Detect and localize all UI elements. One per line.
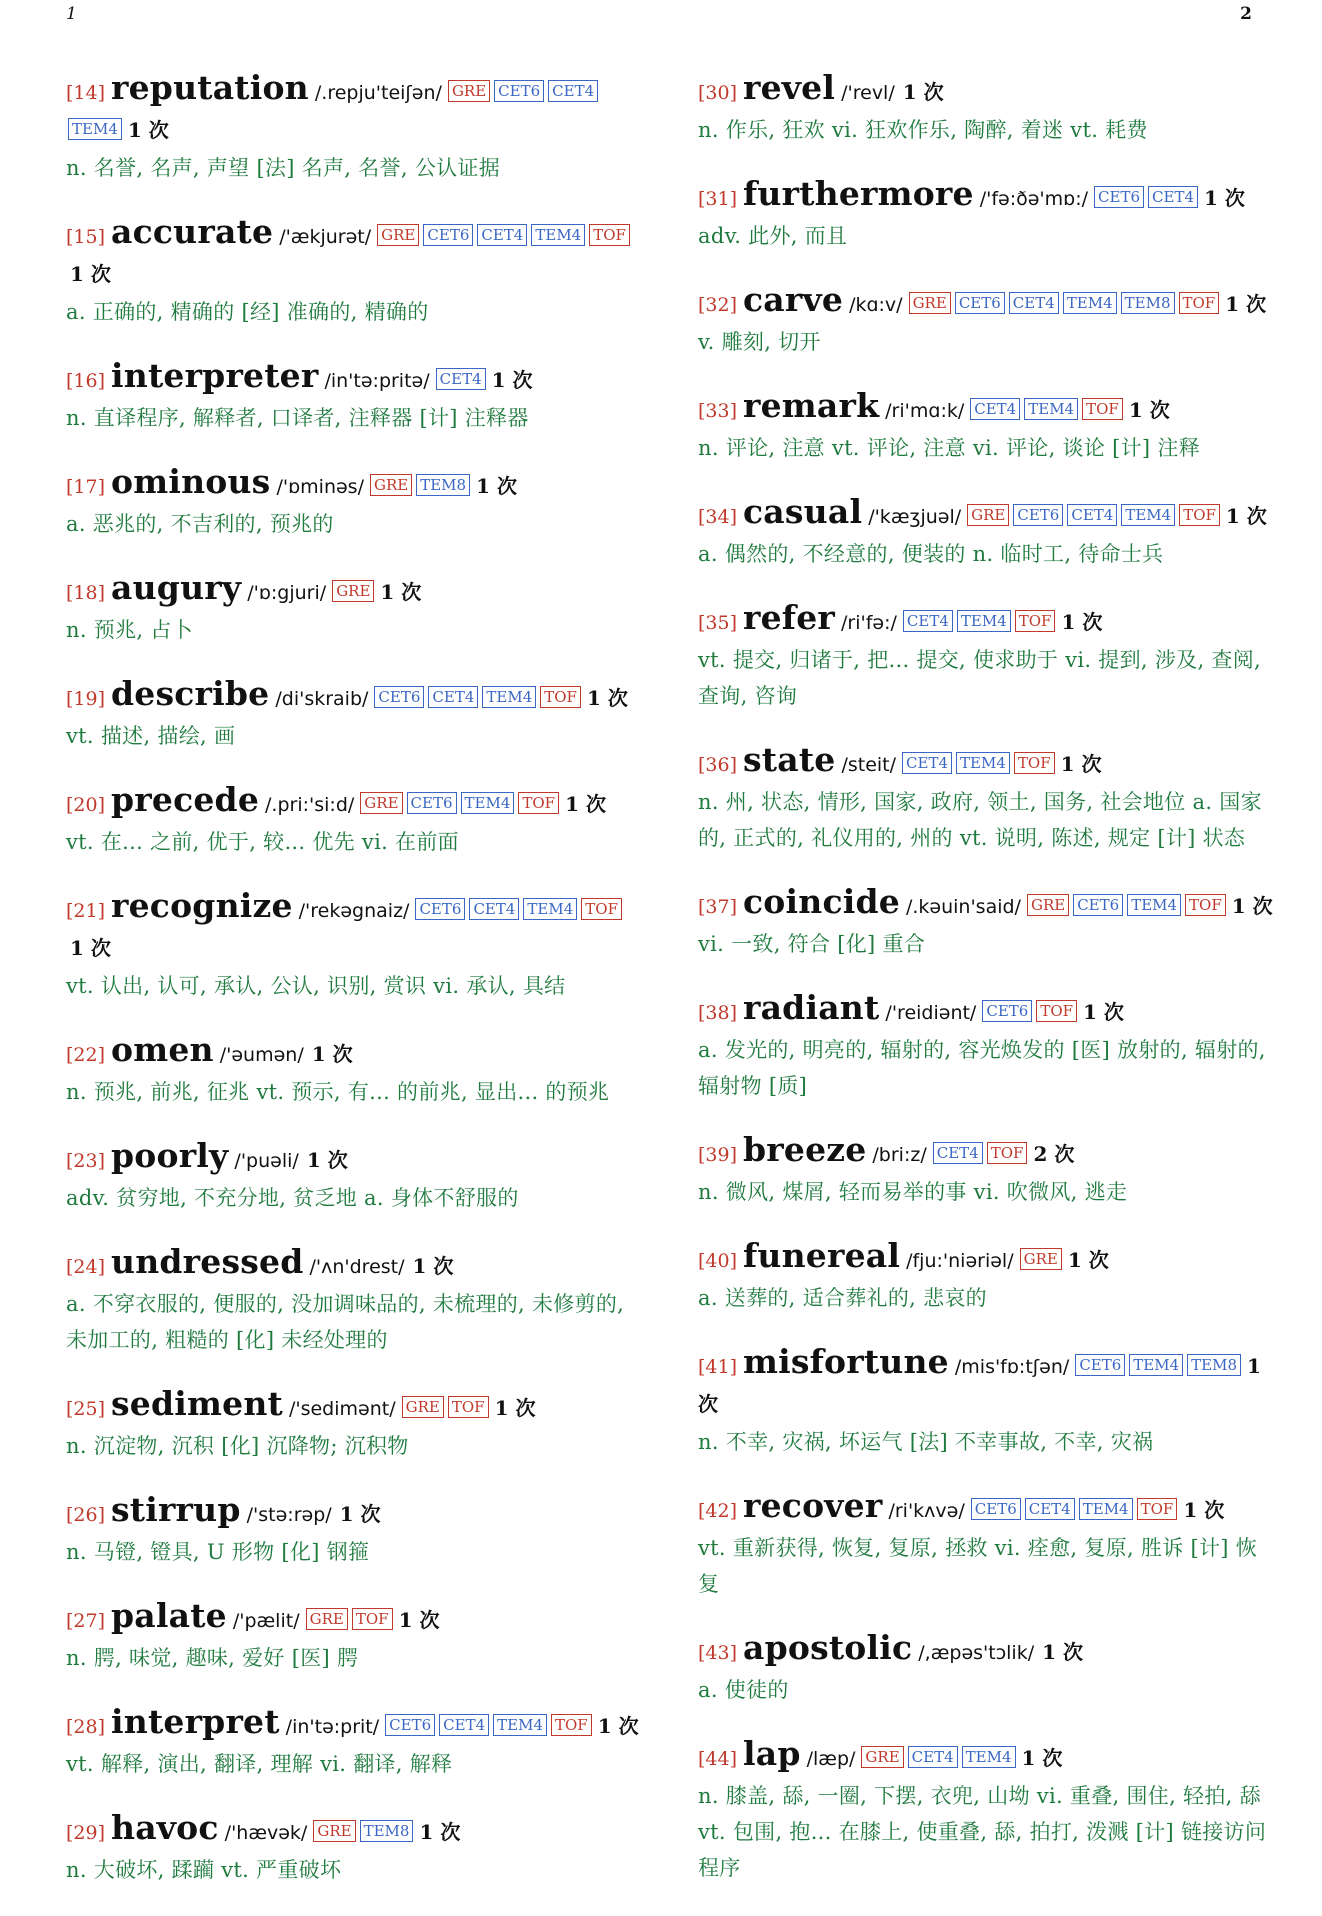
entry-index: [17]: [66, 476, 106, 498]
frequency-count: 1 次: [1083, 1000, 1124, 1024]
vocab-entry: [698, 176, 1273, 254]
vocab-entry: [66, 676, 641, 754]
exam-tag-badge: TOF: [1014, 752, 1055, 774]
frequency-count: 1 次: [311, 1042, 353, 1066]
definition: v. 雕刻, 切开: [698, 330, 821, 354]
vocab-entry: [66, 1598, 641, 1676]
pronunciation: /in'tə:pritə/: [324, 370, 430, 392]
definition: n. 名誉, 名声, 声望 [法] 名声, 名誉, 公认证据: [66, 156, 501, 180]
definition: n. 评论, 注意 vt. 评论, 注意 vi. 评论, 谈论 [计] 注释: [698, 436, 1200, 460]
entry-index: [15]: [66, 226, 106, 248]
exam-tag-badge: GRE: [1027, 894, 1069, 916]
entry-index: [16]: [66, 370, 106, 392]
frequency-count: 1 次: [70, 936, 111, 960]
exam-tag-badge: CET6: [494, 80, 544, 102]
definition: a. 发光的, 明亮的, 辐射的, 容光焕发的 [医] 放射的, 辐射的, 辐射物 [质]: [698, 1038, 1266, 1098]
frequency-count: 1 次: [1225, 292, 1267, 316]
entry-heading: [698, 494, 1273, 536]
page-number-right: 2: [1240, 4, 1252, 24]
exam-tag-badge: TEM8: [1187, 1354, 1241, 1376]
entry-heading: [66, 676, 641, 718]
vocab-entry: [698, 990, 1273, 1104]
entry-index: [26]: [66, 1504, 106, 1526]
exam-tag-badge: GRE: [332, 580, 374, 602]
exam-tag-badge: CET4: [1009, 292, 1059, 314]
frequency-count: 1 次: [1042, 1640, 1083, 1664]
pronunciation: /.kəuin'said/: [905, 896, 1021, 918]
exam-tag-badge: CET4: [903, 610, 953, 632]
definition: a. 恶兆的, 不吉利的, 预兆的: [66, 512, 334, 536]
exam-tag-badge: TEM4: [1024, 398, 1078, 420]
entry-heading: [66, 1704, 641, 1746]
pronunciation: /bri:z/: [872, 1144, 927, 1166]
exam-tag-badge: GRE: [370, 474, 412, 496]
exam-tag-badge: TOF: [1179, 504, 1220, 526]
entry-heading: [698, 990, 1273, 1032]
headword: augury: [111, 568, 242, 607]
entry-index: [36]: [698, 754, 738, 776]
headword: precede: [111, 780, 260, 819]
entry-heading: [698, 600, 1273, 642]
vocab-entry: [66, 214, 641, 330]
entry-index: [19]: [66, 688, 106, 710]
entry-index: [28]: [66, 1716, 106, 1738]
entry-heading: [66, 1810, 641, 1852]
frequency-count: 1 次: [398, 1608, 440, 1632]
exam-tag-badge: TOF: [540, 686, 581, 708]
frequency-count: 1 次: [1128, 398, 1170, 422]
frequency-count: 1 次: [902, 80, 944, 104]
exam-tag-badge: TOF: [518, 792, 559, 814]
frequency-count: 1 次: [1204, 186, 1245, 210]
headword: casual: [743, 492, 863, 531]
exam-tag-badge: CET6: [1013, 504, 1063, 526]
frequency-count: 1 次: [306, 1148, 348, 1172]
pronunciation: /steit/: [841, 754, 897, 776]
entry-index: [40]: [698, 1250, 738, 1272]
pronunciation: /'puəli/: [234, 1150, 299, 1172]
pronunciation: /'rekəgnaiz/: [298, 900, 410, 922]
exam-tag-badge: TOF: [1137, 1498, 1178, 1520]
exam-tag-badge: TEM4: [1121, 504, 1175, 526]
entry-index: [39]: [698, 1144, 738, 1166]
entry-index: [32]: [698, 294, 738, 316]
entry-index: [33]: [698, 400, 738, 422]
exam-tag-badge: TEM4: [461, 792, 515, 814]
vocab-entry: [66, 1386, 641, 1464]
exam-tag-badge: GRE: [377, 224, 419, 246]
vocab-entry: [698, 1132, 1273, 1210]
exam-tag-badge: TEM4: [68, 118, 122, 140]
headword: lap: [743, 1734, 801, 1773]
frequency-count: 1 次: [127, 118, 169, 142]
definition: n. 沉淀物, 沉积 [化] 沉降物; 沉积物: [66, 1434, 409, 1458]
vocab-entry: [698, 70, 1273, 148]
vocab-entry: [66, 888, 641, 1004]
pronunciation: /di'skraib/: [275, 688, 369, 710]
vocab-entry: [66, 464, 641, 542]
page-number-left: 1: [66, 4, 77, 24]
definition: a. 偶然的, 不经意的, 便装的 n. 临时工, 待命士兵: [698, 542, 1164, 566]
definition: vt. 重新获得, 恢复, 复原, 拯救 vi. 痊愈, 复原, 胜诉 [计] 恢复: [698, 1536, 1258, 1596]
headword: undressed: [111, 1242, 304, 1281]
exam-tag-badge: CET4: [436, 368, 486, 390]
exam-tag-badge: TEM4: [956, 752, 1010, 774]
exam-tag-badge: TEM8: [1121, 292, 1175, 314]
frequency-count: 1 次: [70, 262, 111, 286]
entry-index: [31]: [698, 188, 738, 210]
exam-tag-badge: GRE: [402, 1396, 444, 1418]
frequency-count: 1 次: [419, 1820, 461, 1844]
vocab-entry: [66, 1244, 641, 1358]
entry-heading: [66, 464, 641, 506]
entry-heading: [66, 1032, 641, 1074]
pronunciation: /.repju'teiʃən/: [314, 82, 442, 104]
headword: stirrup: [111, 1490, 241, 1529]
definition: n. 不幸, 灾祸, 坏运气 [法] 不幸事故, 不幸, 灾祸: [698, 1430, 1154, 1454]
exam-tag-badge: TEM4: [1063, 292, 1117, 314]
definition: a. 正确的, 精确的 [经] 准确的, 精确的: [66, 300, 429, 324]
headword: describe: [111, 674, 270, 713]
entry-index: [38]: [698, 1002, 738, 1024]
exam-tag-badge: CET6: [1075, 1354, 1125, 1376]
exam-tag-badge: CET6: [955, 292, 1005, 314]
pronunciation: /ri'mɑ:k/: [885, 400, 965, 422]
frequency-count: 1 次: [1061, 610, 1103, 634]
exam-tag-badge: TEM4: [1079, 1498, 1133, 1520]
entry-heading: [66, 358, 641, 400]
definition: n. 州, 状态, 情形, 国家, 政府, 领土, 国务, 社会地位 a. 国家的, 正式的, 礼仪用的, 州的 vt. 说明, 陈述, 规定 [计] 状态: [698, 790, 1262, 850]
exam-tag-badge: TOF: [1036, 1000, 1077, 1022]
pronunciation: /'reidiənt/: [885, 1002, 977, 1024]
entry-index: [23]: [66, 1150, 106, 1172]
definition: vi. 一致, 符合 [化] 重合: [698, 932, 926, 956]
headword: interpret: [111, 1702, 280, 1741]
exam-tag-badge: GRE: [861, 1746, 903, 1768]
frequency-count: 1 次: [1067, 1248, 1109, 1272]
headword: apostolic: [743, 1628, 913, 1667]
headword: funereal: [743, 1236, 901, 1275]
exam-tag-badge: TOF: [551, 1714, 592, 1736]
entry-heading: [698, 176, 1273, 218]
pronunciation: /'revl/: [841, 82, 895, 104]
entry-heading: [66, 1492, 641, 1534]
exam-tag-badge: TEM8: [360, 1820, 414, 1842]
entry-index: [37]: [698, 896, 738, 918]
entry-index: [18]: [66, 582, 106, 604]
definition: n. 微风, 煤屑, 轻而易举的事 vi. 吹微风, 逃走: [698, 1180, 1128, 1204]
headword: refer: [743, 598, 835, 637]
definition: vt. 解释, 演出, 翻译, 理解 vi. 翻译, 解释: [66, 1752, 453, 1776]
vocab-entry: [698, 494, 1273, 572]
exam-tag-badge: TEM4: [523, 898, 577, 920]
frequency-count: 1 次: [586, 686, 628, 710]
entry-heading: [66, 70, 641, 150]
exam-tag-badge: TOF: [352, 1608, 393, 1630]
entry-index: [24]: [66, 1256, 106, 1278]
pronunciation: /'ʌn'drest/: [309, 1256, 405, 1278]
headword: recover: [743, 1486, 883, 1525]
headword: interpreter: [111, 356, 319, 395]
pronunciation: /'fə:ðə'mɒ:/: [979, 188, 1089, 210]
exam-tag-badge: TOF: [589, 224, 630, 246]
definition: n. 预兆, 占卜: [66, 618, 193, 642]
vocab-entry: [698, 742, 1273, 856]
entry-heading: [66, 782, 641, 824]
entry-index: [20]: [66, 794, 106, 816]
exam-tag-badge: TOF: [1015, 610, 1056, 632]
headword: remark: [743, 386, 880, 425]
entry-index: [42]: [698, 1500, 738, 1522]
frequency-count: 1 次: [491, 368, 533, 392]
headword: sediment: [111, 1384, 283, 1423]
vocab-entry: [698, 1736, 1273, 1886]
exam-tag-badge: GRE: [313, 1820, 355, 1842]
exam-tag-badge: GRE: [1020, 1248, 1062, 1270]
frequency-count: 1 次: [339, 1502, 381, 1526]
definition: n. 膝盖, 舔, 一圈, 下摆, 衣兜, 山坳 vi. 重叠, 围住, 轻拍, 舔 vt. 包围, 抱... 在膝上, 使重叠, 舔, 拍打, 泼溅 [计] 链接访问程序: [698, 1784, 1267, 1880]
definition: vt. 在... 之前, 优于, 较... 优先 vi. 在前面: [66, 830, 459, 854]
definition: vt. 描述, 描绘, 画: [66, 724, 236, 748]
exam-tag-badge: CET4: [970, 398, 1020, 420]
exam-tag-badge: CET4: [1025, 1498, 1075, 1520]
entry-index: [22]: [66, 1044, 106, 1066]
pronunciation: /'stə:rəp/: [246, 1504, 332, 1526]
exam-tag-badge: CET4: [1067, 504, 1117, 526]
exam-tag-badge: TEM8: [416, 474, 470, 496]
exam-tag-badge: GRE: [909, 292, 951, 314]
headword: carve: [743, 280, 844, 319]
frequency-count: 1 次: [597, 1714, 639, 1738]
exam-tag-badge: GRE: [967, 504, 1009, 526]
headword: havoc: [111, 1808, 219, 1847]
exam-tag-badge: TOF: [987, 1142, 1028, 1164]
exam-tag-badge: CET6: [415, 898, 465, 920]
frequency-count: 1 次: [1021, 1746, 1063, 1770]
entry-heading: [698, 70, 1273, 112]
frequency-count: 1 次: [1225, 504, 1267, 528]
vocab-entry: [66, 1492, 641, 1570]
vocab-entry: [66, 1138, 641, 1216]
entry-heading: [698, 884, 1273, 926]
entry-index: [14]: [66, 82, 106, 104]
definition: n. 马镫, 镫具, U 形物 [化] 钢箍: [66, 1540, 370, 1564]
definition: n. 预兆, 前兆, 征兆 vt. 预示, 有... 的前兆, 显出... 的预兆: [66, 1080, 610, 1104]
entry-heading: [698, 1238, 1273, 1280]
headword: recognize: [111, 886, 293, 925]
vocab-entry: [698, 1344, 1273, 1460]
pronunciation: /'ɒminəs/: [276, 476, 364, 498]
exam-tag-badge: CET6: [374, 686, 424, 708]
exam-tag-badge: CET4: [908, 1746, 958, 1768]
entry-index: [43]: [698, 1642, 738, 1664]
exam-tag-badge: TOF: [1185, 894, 1226, 916]
exam-tag-badge: TEM4: [493, 1714, 547, 1736]
exam-tag-badge: TEM4: [1129, 1354, 1183, 1376]
entry-heading: [66, 888, 641, 968]
frequency-count: 1 次: [494, 1396, 536, 1420]
frequency-count: 1 次: [476, 474, 517, 498]
exam-tag-badge: CET6: [407, 792, 457, 814]
headword: coincide: [743, 882, 900, 921]
exam-tag-badge: CET4: [439, 1714, 489, 1736]
frequency-count: 1 次: [1231, 894, 1273, 918]
pronunciation: /ri'fə:/: [840, 612, 897, 634]
pronunciation: /'pælit/: [232, 1610, 300, 1632]
exam-tag-badge: CET6: [982, 1000, 1032, 1022]
vocab-entry: [66, 1810, 641, 1888]
pronunciation: /'kæʒjuəl/: [868, 506, 962, 528]
exam-tag-badge: CET6: [1094, 186, 1144, 208]
exam-tag-badge: GRE: [360, 792, 402, 814]
frequency-count: 1 次: [698, 1354, 1261, 1416]
exam-tag-badge: CET6: [1073, 894, 1123, 916]
exam-tag-badge: TEM4: [962, 1746, 1016, 1768]
headword: reputation: [111, 68, 309, 107]
headword: accurate: [111, 212, 274, 251]
definition: n. 大破坏, 蹂躏 vt. 严重破坏: [66, 1858, 342, 1882]
definition: vt. 提交, 归诸于, 把... 提交, 使求助于 vi. 提到, 涉及, 查阅, 查询, 咨询: [698, 648, 1261, 708]
vocab-entry: [698, 1488, 1273, 1602]
entry-index: [30]: [698, 82, 738, 104]
headword: furthermore: [743, 174, 974, 213]
vocab-entry: [66, 70, 641, 186]
frequency-count: 1 次: [1060, 752, 1102, 776]
entry-heading: [698, 742, 1273, 784]
exam-tag-badge: CET4: [477, 224, 527, 246]
exam-tag-badge: TEM4: [482, 686, 536, 708]
pronunciation: /'ækjurət/: [279, 226, 372, 248]
entry-index: [34]: [698, 506, 738, 528]
pronunciation: /in'tə:prit/: [285, 1716, 380, 1738]
entry-heading: [698, 1132, 1273, 1174]
frequency-count: 1 次: [412, 1254, 454, 1278]
headword: palate: [111, 1596, 227, 1635]
pronunciation: /kɑ:v/: [849, 294, 903, 316]
vocab-entry: [66, 570, 641, 648]
entry-heading: [66, 214, 641, 294]
entry-heading: [698, 1344, 1273, 1424]
entry-index: [35]: [698, 612, 738, 634]
frequency-count: 1 次: [565, 792, 606, 816]
vocab-entry: [698, 884, 1273, 962]
headword: poorly: [111, 1136, 229, 1175]
pronunciation: /'ɒ:gjuri/: [247, 582, 327, 604]
exam-tag-badge: GRE: [448, 80, 490, 102]
pronunciation: /'hævək/: [224, 1822, 308, 1844]
vocab-entry: [66, 358, 641, 436]
entry-index: [21]: [66, 900, 106, 922]
entry-heading: [66, 1386, 641, 1428]
headword: ominous: [111, 462, 271, 501]
frequency-count: 1 次: [380, 580, 422, 604]
headword: state: [743, 740, 836, 779]
entry-heading: [698, 1488, 1273, 1530]
entry-heading: [66, 1138, 641, 1180]
definition: n. 直译程序, 解释者, 口译者, 注释器 [计] 注释器: [66, 406, 529, 430]
entry-index: [25]: [66, 1398, 106, 1420]
exam-tag-badge: TOF: [1179, 292, 1220, 314]
pronunciation: /læp/: [806, 1748, 856, 1770]
exam-tag-badge: TEM4: [531, 224, 585, 246]
pronunciation: /,æpəs'tɔlik/: [918, 1642, 1035, 1664]
headword: omen: [111, 1030, 214, 1069]
right-column: [698, 70, 1273, 1914]
exam-tag-badge: CET6: [423, 224, 473, 246]
frequency-count: 2 次: [1033, 1142, 1075, 1166]
headword: radiant: [743, 988, 880, 1027]
exam-tag-badge: CET4: [428, 686, 478, 708]
headword: breeze: [743, 1130, 867, 1169]
definition: n. 腭, 味觉, 趣味, 爱好 [医] 腭: [66, 1646, 359, 1670]
exam-tag-badge: TOF: [1082, 398, 1123, 420]
entry-index: [41]: [698, 1356, 738, 1378]
left-column: [66, 70, 641, 1916]
vocab-entry: [698, 388, 1273, 466]
definition: n. 作乐, 狂欢 vi. 狂欢作乐, 陶醉, 着迷 vt. 耗费: [698, 118, 1148, 142]
frequency-count: 1 次: [1183, 1498, 1225, 1522]
exam-tag-badge: TOF: [448, 1396, 489, 1418]
exam-tag-badge: CET4: [1148, 186, 1198, 208]
exam-tag-badge: TOF: [581, 898, 622, 920]
headword: revel: [743, 68, 836, 107]
vocab-entry: [698, 1630, 1273, 1708]
entry-heading: [698, 1736, 1273, 1778]
vocab-entry: [698, 1238, 1273, 1316]
definition: a. 不穿衣服的, 便服的, 没加调味品的, 未梳理的, 未修剪的, 未加工的, 粗糙的 [化] 未经处理的: [66, 1292, 625, 1352]
exam-tag-badge: CET4: [902, 752, 952, 774]
definition: vt. 认出, 认可, 承认, 公认, 识别, 赏识 vi. 承认, 具结: [66, 974, 566, 998]
definition: a. 使徒的: [698, 1678, 789, 1702]
exam-tag-badge: CET4: [469, 898, 519, 920]
pronunciation: /ri'kʌvə/: [888, 1500, 965, 1522]
entry-heading: [698, 1630, 1273, 1672]
vocab-entry: [66, 1032, 641, 1110]
exam-tag-badge: GRE: [306, 1608, 348, 1630]
pronunciation: /mis'fɒ:tʃən/: [954, 1356, 1070, 1378]
exam-tag-badge: CET6: [971, 1498, 1021, 1520]
definition: a. 送葬的, 适合葬礼的, 悲哀的: [698, 1286, 987, 1310]
vocab-entry: [66, 1704, 641, 1782]
entry-heading: [66, 1244, 641, 1286]
pronunciation: /'əumən/: [219, 1044, 304, 1066]
entry-index: [29]: [66, 1822, 106, 1844]
exam-tag-badge: CET4: [933, 1142, 983, 1164]
entry-heading: [698, 282, 1273, 324]
entry-heading: [698, 388, 1273, 430]
definition: adv. 贫穷地, 不充分地, 贫乏地 a. 身体不舒服的: [66, 1186, 519, 1210]
exam-tag-badge: CET4: [548, 80, 598, 102]
pronunciation: /fju:'niəriəl/: [906, 1250, 1014, 1272]
exam-tag-badge: TEM4: [957, 610, 1011, 632]
definition: adv. 此外, 而且: [698, 224, 848, 248]
vocab-entry: [698, 600, 1273, 714]
headword: misfortune: [743, 1342, 949, 1381]
pronunciation: /.pri:'si:d/: [265, 794, 355, 816]
entry-heading: [66, 570, 641, 612]
entry-heading: [66, 1598, 641, 1640]
vocab-entry: [66, 782, 641, 860]
exam-tag-badge: TEM4: [1127, 894, 1181, 916]
pronunciation: /'sedimənt/: [288, 1398, 396, 1420]
entry-index: [27]: [66, 1610, 106, 1632]
vocab-entry: [698, 282, 1273, 360]
exam-tag-badge: CET6: [385, 1714, 435, 1736]
entry-index: [44]: [698, 1748, 738, 1770]
